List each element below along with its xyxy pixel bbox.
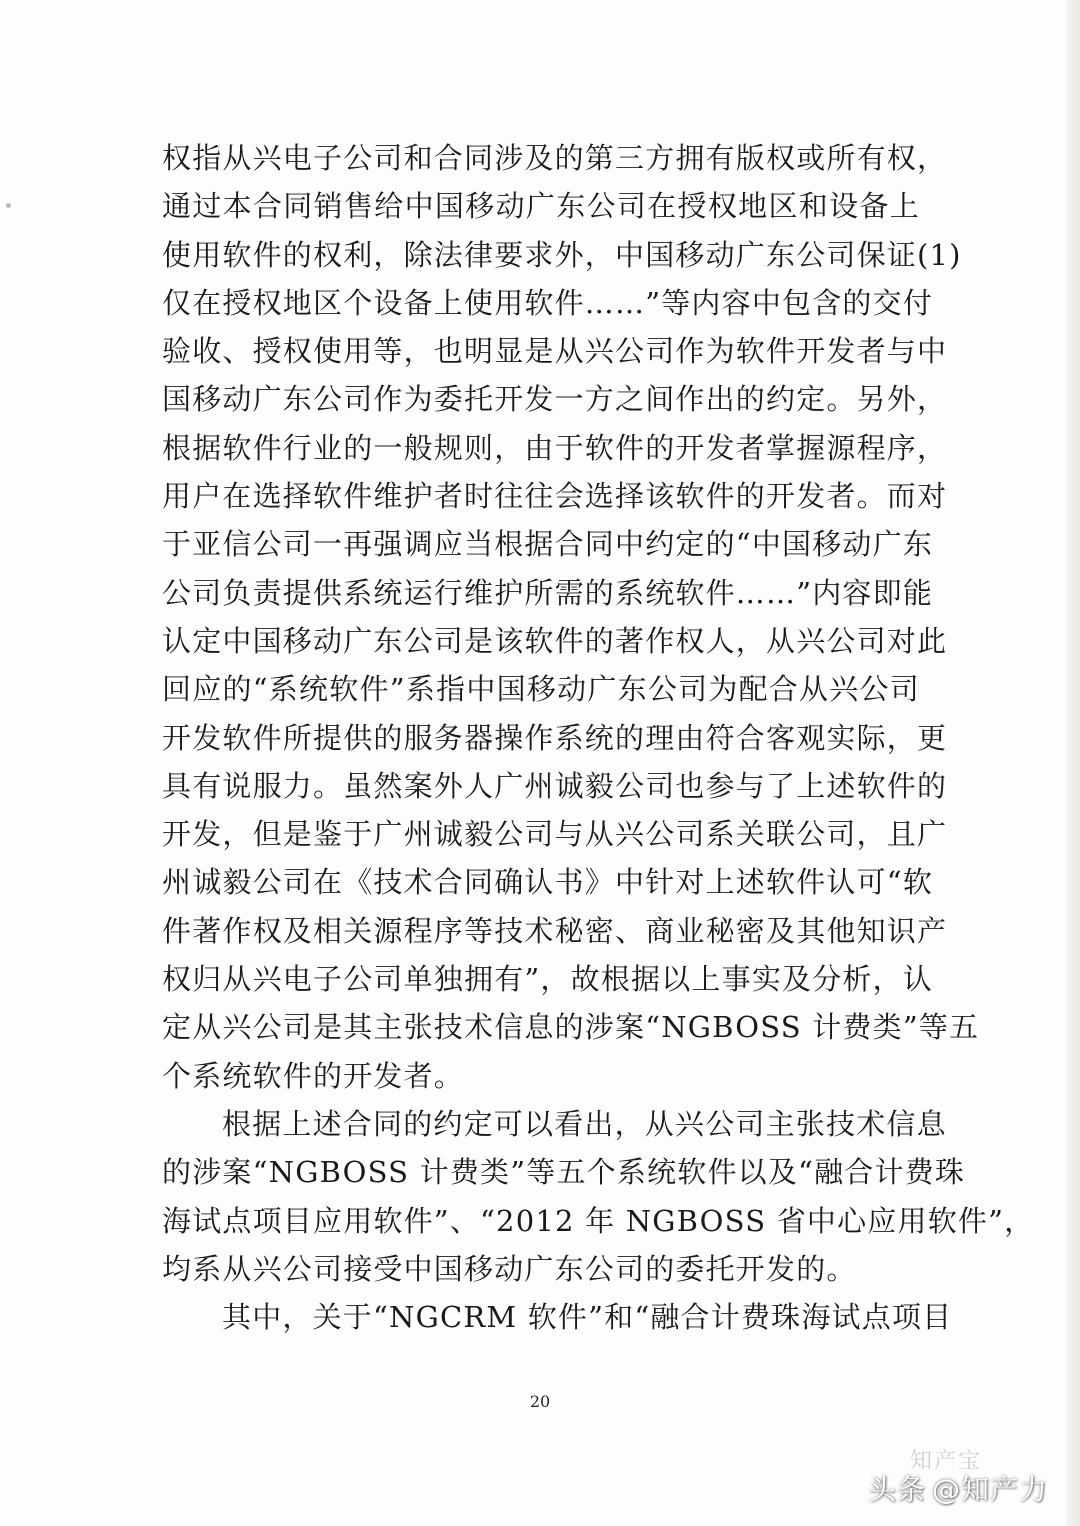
text-line: 权归从兴电子公司单独拥有”，故根据以上事实及分析，认 <box>162 962 934 997</box>
text-line: 使用软件的权利，除法律要求外，中国移动广东公司保证(1) <box>162 237 962 272</box>
text-line: 认定中国移动广东公司是该软件的著作权人，从兴公司对此 <box>162 623 948 658</box>
text-line: 权指从兴电子公司和合同涉及的第三方拥有版权或所有权， <box>162 141 948 175</box>
text-line: 用户在选择软件维护者时往往会选择该软件的开发者。而对 <box>162 479 948 514</box>
text-line: 海试点项目应用软件”、“2012 年 NGBOSS 省中心应用软件”， <box>162 1203 1035 1238</box>
text-line: 国移动广东公司作为委托开发一方之间作出的约定。另外， <box>162 382 948 417</box>
text-line: 的涉案“NGBOSS 计费类”等五个系统软件以及“融合计费珠 <box>162 1155 966 1190</box>
scan-edge-shadow <box>1066 0 1080 1526</box>
text-line: 开发软件所提供的服务器操作系统的理由符合客观实际，更 <box>162 720 948 755</box>
text-line: 件著作权及相关源程序等技术秘密、商业秘密及其他知识产 <box>162 913 948 948</box>
text-line: 个系统软件的开发者。 <box>162 1058 465 1093</box>
toutiao-watermark <box>868 1468 1054 1508</box>
text-line: 通过本合同销售给中国移动广东公司在授权地区和设备上 <box>162 189 920 224</box>
body-text <box>162 134 1035 1341</box>
text-line: 于亚信公司一再强调应当根据合同中约定的“中国移动广东 <box>162 527 934 562</box>
text-line: 验收、授权使用等，也明显是从兴公司作为软件开发者与中 <box>162 334 948 369</box>
page-number: 20 <box>529 1392 551 1411</box>
watermark-source: 头条 <box>867 1473 926 1506</box>
text-line: 定从兴公司是其主张技术信息的涉案“NGBOSS 计费类”等五 <box>162 1010 980 1045</box>
text-line: 公司负责提供系统运行维护所需的系统软件……”内容即能 <box>162 575 934 610</box>
text-line: 州诚毅公司在《技术合同确认书》中针对上述软件认可“软 <box>162 865 934 900</box>
watermark-account: @知产力 <box>931 1473 1048 1506</box>
faint-watermark: 知产宝 <box>910 1449 983 1474</box>
text-line: 具有说服力。虽然案外人广州诚毅公司也参与了上述软件的 <box>162 768 948 803</box>
text-line: 仅在授权地区个设备上使用软件……”等内容中包含的交付 <box>162 285 934 320</box>
paragraph-start-line: 其中，关于“NGCRM 软件”和“融合计费珠海试点项目 <box>222 1300 953 1335</box>
text-line: 均系从兴公司接受中国移动广东公司的委托开发的。 <box>162 1251 857 1286</box>
text-line: 回应的“系统软件”系指中国移动广东公司为配合从兴公司 <box>162 672 920 707</box>
paragraph-start-line: 根据上述合同的约定可以看出，从兴公司主张技术信息 <box>222 1106 947 1141</box>
text-line: 开发，但是鉴于广州诚毅公司与从兴公司系关联公司，且广 <box>162 817 948 852</box>
text-line: 根据软件行业的一般规则，由于软件的开发者掌握源程序， <box>162 430 948 465</box>
scan-speck <box>6 203 11 208</box>
